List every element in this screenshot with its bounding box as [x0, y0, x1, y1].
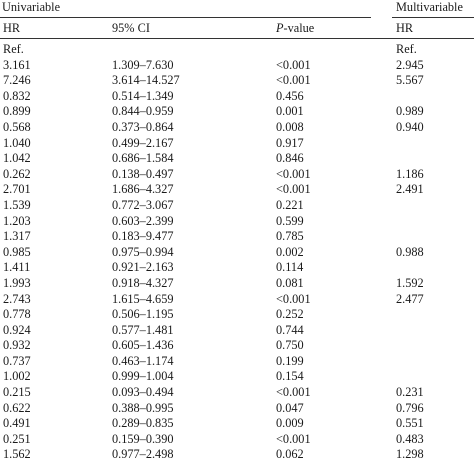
hr-cell: 0.932 — [3, 338, 31, 353]
table-row — [0, 354, 474, 370]
hr-cell: 1.562 — [3, 447, 31, 462]
p-value-cell: 0.199 — [276, 353, 304, 368]
hr-cell: 1.993 — [3, 275, 31, 290]
ci-cell: 0.159–0.390 — [112, 431, 174, 446]
ci-cell: 1.309–7.630 — [112, 57, 174, 72]
p-value-cell: 0.252 — [276, 307, 304, 322]
p-value-cell: 0.744 — [276, 322, 304, 337]
p-value-cell: <0.001 — [276, 431, 311, 446]
hr-cell: 1.040 — [3, 135, 31, 150]
header-p-rest: -value — [283, 21, 315, 35]
header-p-italic: P — [276, 21, 284, 35]
table-row — [0, 182, 474, 198]
p-value-cell: 0.081 — [276, 275, 304, 290]
multivariable-hr-cell: 0.796 — [396, 400, 424, 415]
table-row — [0, 104, 474, 120]
p-value-cell: 0.009 — [276, 416, 304, 431]
table-row — [0, 260, 474, 276]
hr-cell: Ref. — [3, 42, 24, 56]
header-multivariable-hr: HR — [396, 21, 414, 35]
ci-cell: 0.388–0.995 — [112, 400, 174, 415]
hr-cell: 0.622 — [3, 400, 31, 415]
table-row — [0, 369, 474, 385]
table-row — [0, 42, 474, 58]
univariable-group-label: Univariable — [2, 0, 61, 14]
multivariable-hr-cell: 5.567 — [396, 73, 424, 88]
p-value-cell: 0.008 — [276, 119, 304, 134]
hr-cell: 0.215 — [3, 385, 31, 400]
table-row — [0, 73, 474, 89]
ci-cell: 0.918–4.327 — [112, 275, 174, 290]
table-row — [0, 432, 474, 448]
hr-cell: 1.317 — [3, 229, 31, 244]
table-row — [0, 307, 474, 323]
multivariable-hr-cell: 0.231 — [396, 385, 424, 400]
multivariable-hr-cell: 0.551 — [396, 416, 424, 431]
ci-cell: 0.093–0.494 — [112, 385, 174, 400]
header-ci: 95% CI — [112, 21, 150, 35]
table-row — [0, 167, 474, 183]
table-row — [0, 214, 474, 230]
p-value-cell: 0.221 — [276, 197, 304, 212]
p-value-cell: 0.154 — [276, 369, 304, 384]
multivariable-hr-cell: 1.592 — [396, 275, 424, 290]
hr-cell: 0.262 — [3, 166, 31, 181]
table-row — [0, 385, 474, 401]
hr-cell: 1.042 — [3, 151, 31, 166]
ci-cell: 3.614–14.527 — [112, 73, 180, 88]
table-row — [0, 323, 474, 339]
p-value-cell: 0.750 — [276, 338, 304, 353]
table-row — [0, 120, 474, 136]
ci-cell: 0.289–0.835 — [112, 416, 174, 431]
ci-cell: 0.975–0.994 — [112, 244, 174, 259]
hr-cell: 0.924 — [3, 322, 31, 337]
p-value-cell: 0.917 — [276, 135, 304, 150]
hr-cell: 2.743 — [3, 291, 31, 306]
hr-cell: 0.985 — [3, 244, 31, 259]
ci-cell: 0.772–3.067 — [112, 197, 174, 212]
p-value-cell: 0.062 — [276, 447, 304, 462]
header-hr: HR — [3, 21, 21, 35]
multivariable-hr-cell: 2.945 — [396, 57, 424, 72]
multivariable-hr-cell: 0.940 — [396, 119, 424, 134]
hr-cell: 1.203 — [3, 213, 31, 228]
p-value-cell: 0.456 — [276, 88, 304, 103]
hr-cell: 0.737 — [3, 353, 31, 368]
p-value-cell: <0.001 — [276, 73, 311, 88]
ci-cell: 0.686–1.584 — [112, 151, 174, 166]
ci-cell: 0.373–0.864 — [112, 119, 174, 134]
multivariable-hr-cell: 0.988 — [396, 244, 424, 259]
hr-cell: 2.701 — [3, 182, 31, 197]
multivariable-hr-cell: 0.483 — [396, 431, 424, 446]
hr-cell: 0.899 — [3, 104, 31, 119]
ci-cell: 0.138–0.497 — [112, 166, 174, 181]
hr-cell: 3.161 — [3, 57, 31, 72]
multivariable-group-label: Multivariable — [396, 0, 463, 14]
ci-cell: 0.921–2.163 — [112, 260, 174, 275]
p-value-cell: <0.001 — [276, 291, 311, 306]
p-value-cell: 0.047 — [276, 400, 304, 415]
p-value-cell: 0.002 — [276, 244, 304, 259]
ci-cell: 0.577–1.481 — [112, 322, 174, 337]
univariable-group-rule — [0, 17, 371, 18]
multivariable-group-rule — [392, 17, 474, 18]
multivariable-hr-cell: 1.298 — [396, 447, 424, 462]
p-value-cell: 0.114 — [276, 260, 304, 275]
table-row — [0, 416, 474, 432]
table-row — [0, 89, 474, 105]
hr-cell: 1.002 — [3, 369, 31, 384]
p-value-cell: 0.785 — [276, 229, 304, 244]
multivariable-hr-cell: Ref. — [396, 42, 417, 56]
p-value-cell: 0.001 — [276, 104, 304, 119]
table-row — [0, 229, 474, 245]
table-row — [0, 447, 474, 463]
p-value-cell: <0.001 — [276, 182, 311, 197]
p-value-cell: 0.599 — [276, 213, 304, 228]
ci-cell: 0.463–1.174 — [112, 353, 174, 368]
table-row — [0, 338, 474, 354]
multivariable-hr-cell: 0.989 — [396, 104, 424, 119]
p-value-cell: 0.846 — [276, 151, 304, 166]
hr-cell: 0.251 — [3, 431, 31, 446]
multivariable-hr-cell: 2.491 — [396, 182, 424, 197]
header-rule — [0, 38, 474, 39]
p-value-cell: <0.001 — [276, 385, 311, 400]
table-row — [0, 58, 474, 74]
hr-cell: 1.539 — [3, 197, 31, 212]
ci-cell: 0.514–1.349 — [112, 88, 174, 103]
table-row — [0, 292, 474, 308]
hr-cell: 0.568 — [3, 119, 31, 134]
p-value-cell: <0.001 — [276, 57, 311, 72]
table-row — [0, 198, 474, 214]
hr-cell: 7.246 — [3, 73, 31, 88]
ci-cell: 1.615–4.659 — [112, 291, 174, 306]
ci-cell: 0.844–0.959 — [112, 104, 174, 119]
ci-cell: 0.603–2.399 — [112, 213, 174, 228]
table-row — [0, 151, 474, 167]
ci-cell: 0.605–1.436 — [112, 338, 174, 353]
multivariable-hr-cell: 1.186 — [396, 166, 424, 181]
table-row — [0, 276, 474, 292]
hr-cell: 0.832 — [3, 88, 31, 103]
header-p-value — [276, 21, 314, 36]
ci-cell: 1.686–4.327 — [112, 182, 174, 197]
ci-cell: 0.977–2.498 — [112, 447, 174, 462]
hr-cell: 0.778 — [3, 307, 31, 322]
table-body — [0, 42, 474, 463]
ci-cell: 0.499–2.167 — [112, 135, 174, 150]
table-row — [0, 245, 474, 261]
ci-cell: 0.506–1.195 — [112, 307, 174, 322]
table-row — [0, 136, 474, 152]
p-value-cell: <0.001 — [276, 166, 311, 181]
ci-cell: 0.183–9.477 — [112, 229, 174, 244]
hr-cell: 1.411 — [3, 260, 31, 275]
multivariable-hr-cell: 2.477 — [396, 291, 424, 306]
hr-cell: 0.491 — [3, 416, 31, 431]
table-row — [0, 401, 474, 417]
ci-cell: 0.999–1.004 — [112, 369, 174, 384]
